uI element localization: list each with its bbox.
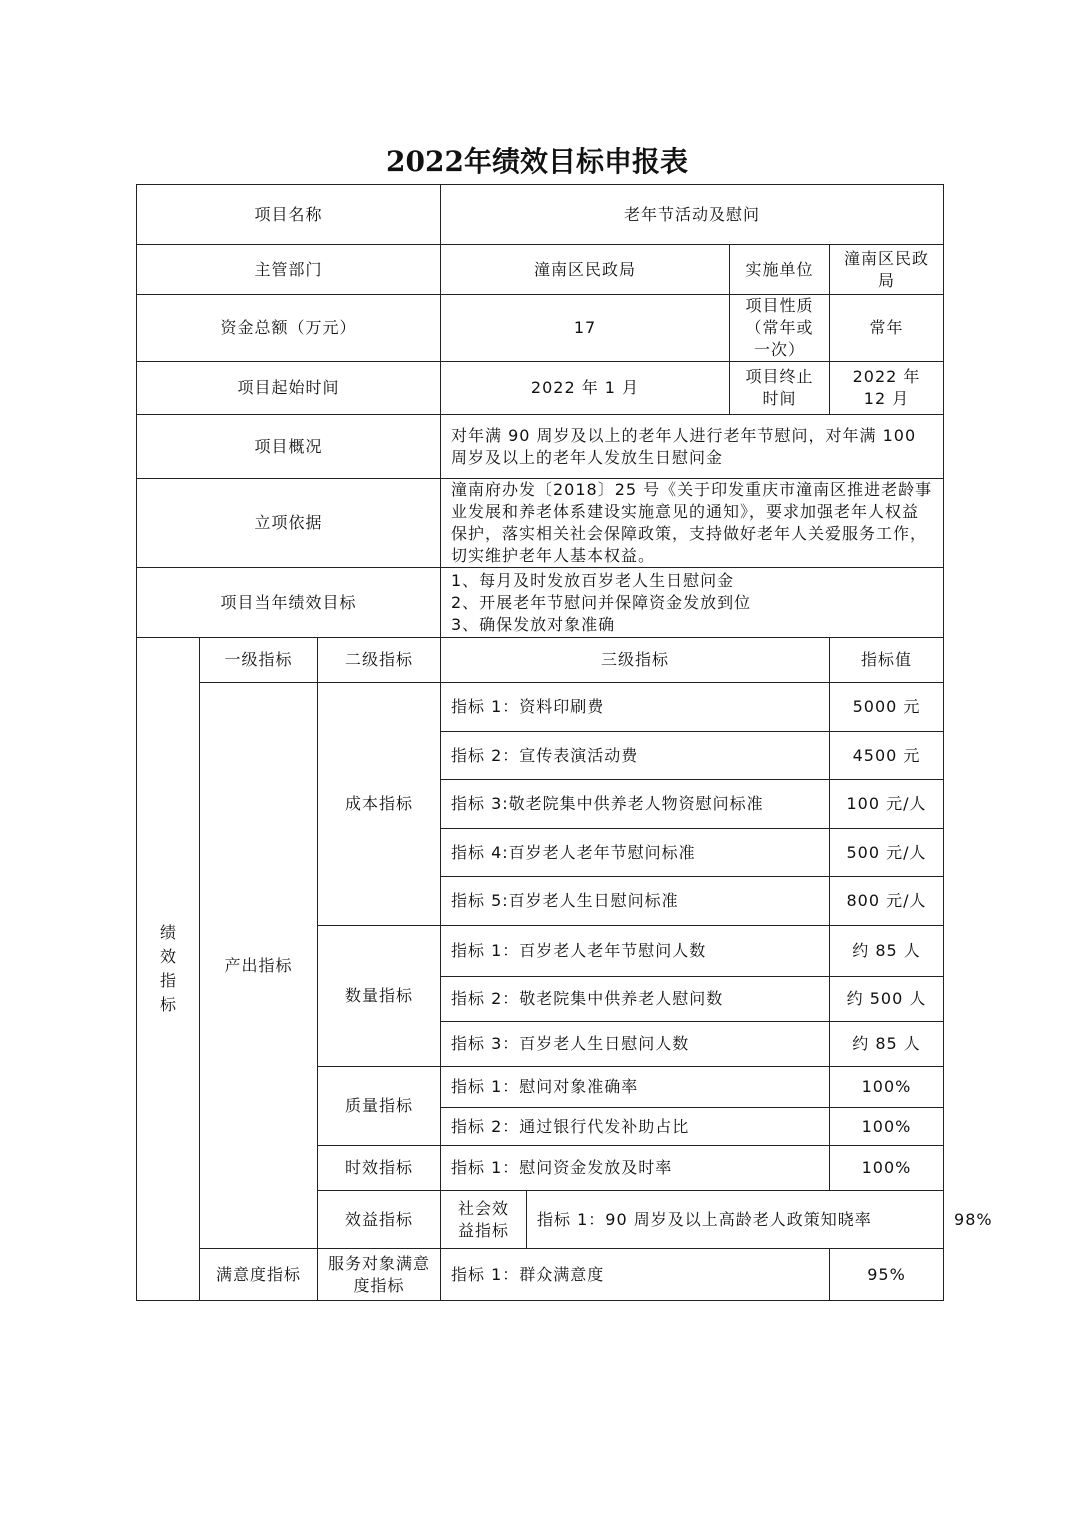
indicator-name: 指标 2：敬老院集中供养老人慰问数 <box>441 977 830 1022</box>
indicator-name: 指标 4:百岁老人老年节慰问标准 <box>441 829 830 877</box>
page-title: 2022年绩效目标申报表 <box>386 145 688 178</box>
table-row <box>137 683 944 732</box>
indicator-name: 指标 2：通过银行代发补助占比 <box>441 1108 830 1146</box>
indicator-value: 5000 元 <box>830 683 944 732</box>
project-name-value: 老年节活动及慰问 <box>441 185 944 245</box>
indicator-name: 指标 3：百岁老人生日慰问人数 <box>441 1022 830 1067</box>
header-level2: 二级指标 <box>318 638 441 683</box>
project-name-label: 项目名称 <box>137 185 441 245</box>
row-overview <box>137 415 944 479</box>
row-department <box>137 245 944 295</box>
dept-value: 潼南区民政局 <box>441 245 730 295</box>
funds-value: 17 <box>441 295 730 362</box>
quality-indicator-label: 质量指标 <box>318 1067 441 1146</box>
indicator-value: 100% <box>830 1108 944 1146</box>
indicator-name: 指标 1：慰问对象准确率 <box>441 1067 830 1108</box>
header-value: 指标值 <box>830 638 944 683</box>
quantity-indicator-label: 数量指标 <box>318 926 441 1067</box>
indicator-name: 指标 1：百岁老人老年节慰问人数 <box>441 926 830 977</box>
row-goals <box>137 568 944 638</box>
start-label: 项目起始时间 <box>137 362 441 415</box>
indicator-value: 100 元/人 <box>830 780 944 829</box>
goal-item: 2、开展老年节慰问并保障资金发放到位 <box>451 592 752 612</box>
header-level1: 一级指标 <box>200 638 318 683</box>
goals-label: 项目当年绩效目标 <box>137 568 441 638</box>
table-row: 效益指标 社会效益指标 指标 1：90 周岁及以上高龄老人政策知晓率 98% <box>137 1191 944 1249</box>
nature-label: 项目性质（常年或一次） <box>730 295 830 362</box>
indicator-value: 100% <box>830 1146 944 1191</box>
basis-text: 潼南府办发〔2018〕25 号《关于印发重庆市潼南区推进老龄事业发展和养老体系建设实施意见的通知》，要求加强老年人权益保护，落实相关社会保障政策，支持做好老年人关爱服务工作，切实维护老年人基本权益。 <box>441 479 944 568</box>
goal-item: 1、每月及时发放百岁老人生日慰问金 <box>451 570 735 590</box>
indicator-value: 约 500 人 <box>830 977 944 1022</box>
social-benefit-label: 社会效益指标 <box>441 1191 527 1249</box>
indicator-value: 800 元/人 <box>830 877 944 926</box>
indicator-name: 指标 5:百岁老人生日慰问标准 <box>441 877 830 926</box>
row-period <box>137 362 944 415</box>
indicator-value: 95% <box>830 1249 944 1301</box>
overview-text: 对年满 90 周岁及以上的老年人进行老年节慰问，对年满 100 周岁及以上的老年人发放生日慰问金 <box>441 415 944 479</box>
timeliness-indicator-label: 时效指标 <box>318 1146 441 1191</box>
indicator-value: 4500 元 <box>830 732 944 780</box>
basis-label: 立项依据 <box>137 479 441 568</box>
indicator-value: 500 元/人 <box>830 829 944 877</box>
row-indicator-header <box>137 638 944 683</box>
goals-list <box>441 568 944 638</box>
benefit-indicator-label: 效益指标 <box>318 1191 441 1249</box>
service-satisfaction-label: 服务对象满意度指标 <box>318 1249 441 1301</box>
row-basis <box>137 479 944 568</box>
indicator-name: 指标 1：资料印刷费 <box>441 683 830 732</box>
satisfaction-indicator-label: 满意度指标 <box>200 1249 318 1301</box>
indicator-value: 约 85 人 <box>830 1022 944 1067</box>
dept-label: 主管部门 <box>137 245 441 295</box>
indicator-name: 指标 3:敬老院集中供养老人物资慰问标准 <box>441 780 830 829</box>
indicator-name: 指标 1：群众满意度 <box>441 1249 830 1301</box>
output-indicator-label: 产出指标 <box>200 683 318 1249</box>
indicator-name: 指标 2：宣传表演活动费 <box>441 732 830 780</box>
row-project-name <box>137 185 944 245</box>
impl-value: 潼南区民政局 <box>830 245 944 295</box>
impl-label: 实施单位 <box>730 245 830 295</box>
overview-label: 项目概况 <box>137 415 441 479</box>
header-level3: 三级指标 <box>441 638 830 683</box>
indicator-value: 约 85 人 <box>830 926 944 977</box>
cost-indicator-label: 成本指标 <box>318 683 441 926</box>
row-funds <box>137 295 944 362</box>
end-value: 2022 年 12 月 <box>830 362 944 415</box>
performance-indicator-side-label: 绩效指标 <box>137 638 200 1301</box>
start-value: 2022 年 1 月 <box>441 362 730 415</box>
goal-item: 3、确保发放对象准确 <box>451 614 616 634</box>
end-label: 项目终止时间 <box>730 362 830 415</box>
indicator-value: 100% <box>830 1067 944 1108</box>
indicator-name: 指标 1：90 周岁及以上高龄老人政策知晓率 <box>527 1191 944 1249</box>
indicator-name: 指标 1：慰问资金发放及时率 <box>441 1146 830 1191</box>
funds-label: 资金总额（万元） <box>137 295 441 362</box>
table-row <box>137 1249 944 1301</box>
nature-value: 常年 <box>830 295 944 362</box>
performance-form-table <box>136 184 993 1301</box>
